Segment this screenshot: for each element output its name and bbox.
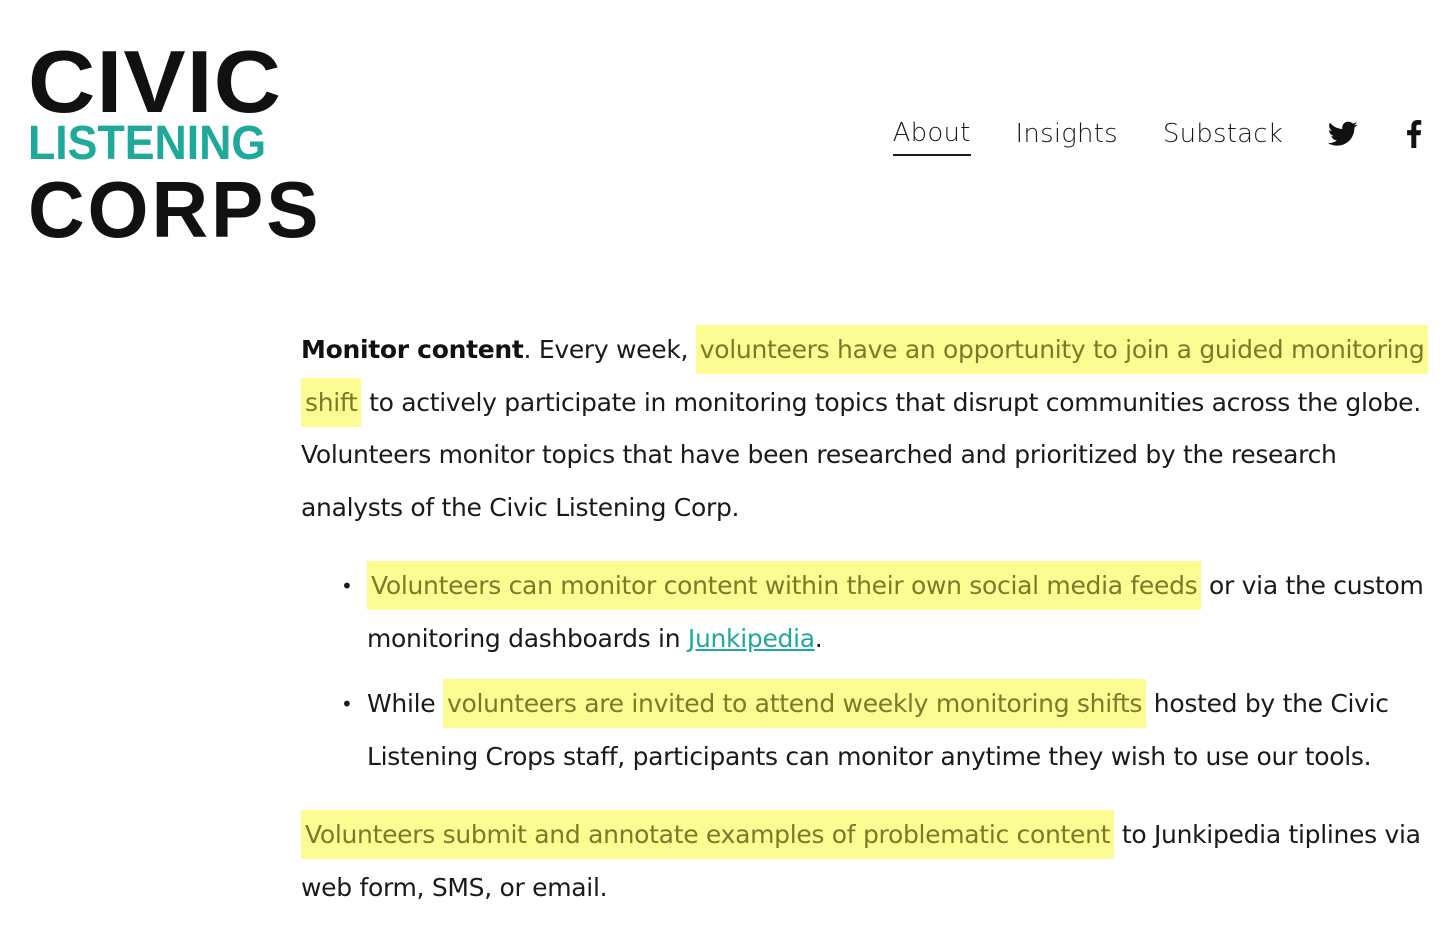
list-item-text: . [814,623,823,653]
bullet-dot: • [341,692,353,716]
list-item-text: or via the custom monitoring dashboards in [367,571,1424,653]
logo-line-corps: CORPS [28,165,322,254]
article-content [301,324,1431,914]
bullet-list [301,560,1431,783]
nav-about[interactable]: About [893,118,971,156]
highlight-text: Volunteers can monitor content within their own social media feeds [367,561,1201,610]
list-item-text: While [367,689,443,718]
site-logo[interactable] [28,32,328,254]
main-nav [893,118,1422,156]
facebook-icon[interactable] [1406,120,1422,154]
highlight-text: Volunteers submit and annotate examples of problematic content [301,810,1114,859]
junkipedia-link[interactable]: Junkipedia [687,623,815,653]
paragraph-monitor-content [301,324,1431,534]
paragraph-submit-content [301,809,1431,914]
list-item-text: hosted by the Civic Listening Crops staff, participants can monitor anytime they wish to use our tools. [367,689,1389,771]
bullet-dot: • [341,574,353,598]
paragraph-text: . Every week, [523,335,696,364]
twitter-icon[interactable] [1328,121,1358,153]
list-item [341,560,1431,665]
monitor-content-heading: Monitor content [301,335,524,364]
highlight-text: volunteers are invited to attend weekly monitoring shifts [443,679,1146,728]
nav-insights[interactable]: Insights [1015,119,1118,149]
highlight-text: volunteers have an opportunity to join a guided monitoring shift [301,325,1428,427]
logo-line-civic: CIVIC [28,32,283,131]
twitter-icon-glyph [1328,121,1358,147]
list-item [341,678,1431,783]
facebook-icon-glyph [1406,120,1422,148]
paragraph-text: to actively participate in monitoring topics that disrupt communities across the globe. Volunteers monitor topics that have been researched and prioritized by the research analysts of the Civic Listening Corp. [301,387,1421,522]
logo-line-listening: LISTENING [28,117,267,170]
nav-substack[interactable]: Substack [1162,119,1283,149]
paragraph-text: to Junkipedia tiplines via web form, SMS, or email. [301,820,1421,902]
